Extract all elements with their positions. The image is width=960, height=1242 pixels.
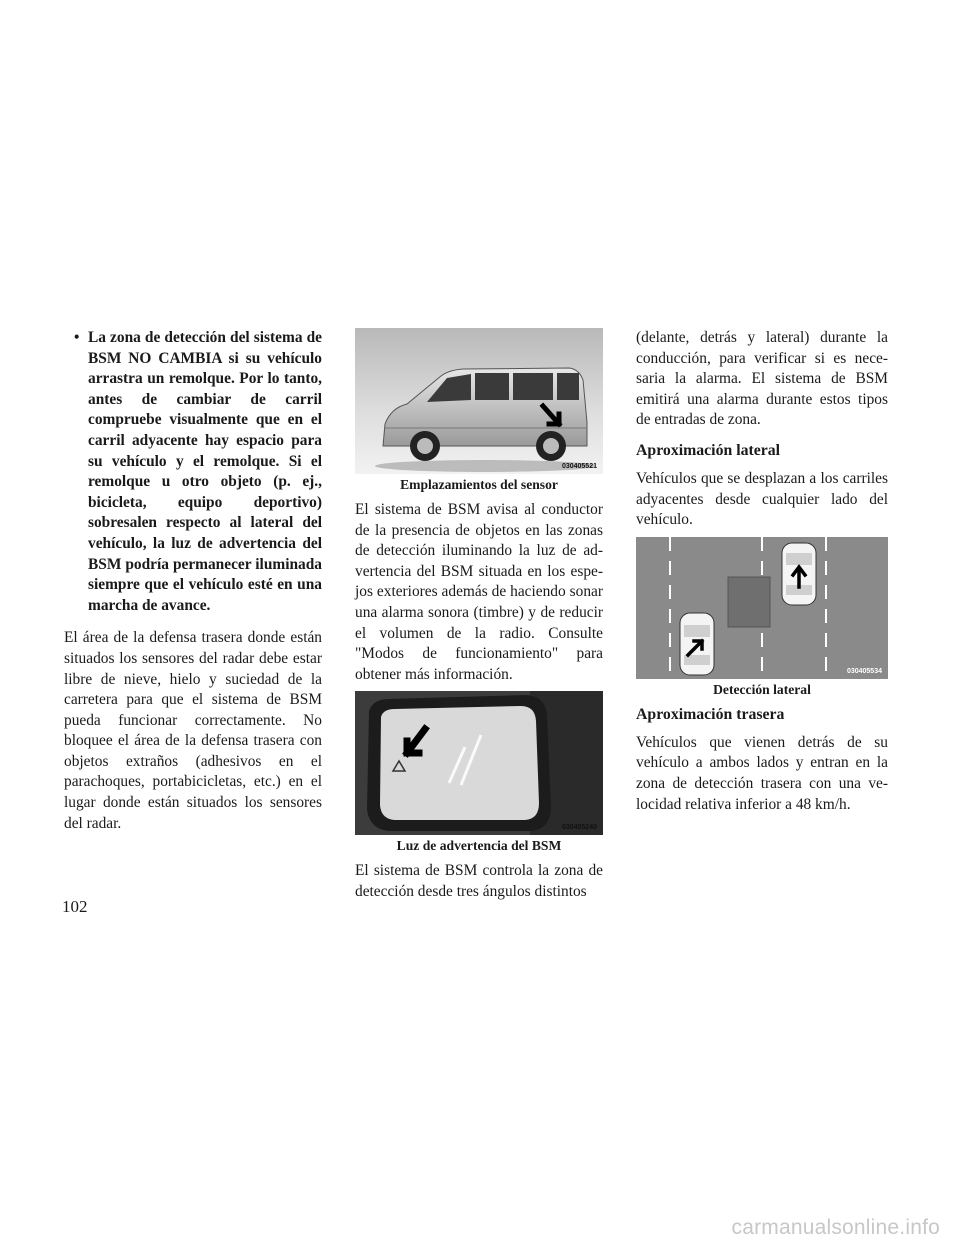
mirror-illustration xyxy=(355,691,603,835)
watermark: carmanualsonline.info xyxy=(731,1216,940,1239)
warning-bullet xyxy=(64,328,322,616)
figure-side-detection xyxy=(636,537,888,679)
column-left xyxy=(64,328,322,834)
page-number: 102 xyxy=(62,897,88,916)
lane-detection-diagram xyxy=(636,537,888,679)
paragraph-side-approach: Vehículos que se desplazan a los carriles adyacentes desde cualquier lado del vehículo. xyxy=(636,469,888,529)
caption-side-detection: Detección lateral xyxy=(713,681,811,697)
column-middle xyxy=(355,328,603,903)
caption-sensor-locations: Emplazamientos del sensor xyxy=(400,477,558,492)
warning-text: La zona de detección del sistema de BSM NO CAMBIA si su vehículo arrastra un remolque. Por lo tanto, antes de cambiar de carril compruebe visualmente que en el carril adyacente hay espacio para su vehículo y el remolque. Si el remolque u otro objeto (p. ej., bicicleta, equipo deportivo) sobresalen respecto al lateral del vehículo, la luz de advertencia del BSM podría permanecer iluminada siempre que el vehículo esté en una marcha de avance. xyxy=(88,329,322,614)
minivan-illustration xyxy=(355,328,603,474)
figure-bsm-warning-light xyxy=(355,691,603,835)
heading-side-approach: Aproximación lateral xyxy=(636,441,781,459)
caption-bsm-warning-light: Luz de advertencia del BSM xyxy=(396,838,562,854)
paragraph-rear-approach: Vehículos que vienen detrás de su vehículo a ambos lados y entran en la zona de detección trasera con una velocidad relativa inferior a 48 km/h. xyxy=(636,733,888,813)
paragraph-alarm: (delante, detrás y lateral) durante la conducción, para verificar si es necesaria la alarma. El sistema de BSM emitirá una alarma durante estos tipos de entradas de zona. xyxy=(636,329,888,429)
figure-code: 030405521 xyxy=(561,463,597,470)
figure-sensor-locations xyxy=(355,328,603,474)
paragraph-bumper-sensors: El área de la defensa trasera donde están situados los sensores del radar debe estar libre de nieve, hielo y suciedad de la carretera para que el sistema de BSM pueda funcionar correctamente. No bloquee el área de la defensa trasera con objetos extraños (adhesivos en el parachoques, portabicicletas, etc.) en el lugar donde están situados los sensores del radar. xyxy=(64,629,322,832)
heading-rear-approach: Aproximación trasera xyxy=(636,705,785,723)
paragraph-bsm-warns: El sistema de BSM avisa al conductor de la presencia de objetos en las zonas de detección iluminando la luz de advertencia del BSM situada en los espejos exteriores además de haciendo sonar una alarma sonora (timbre) y de reducir el volumen de la radio. Consulte "Modos de funcionamiento" para obtener más información. xyxy=(355,501,603,683)
paragraph-bsm-monitors: El sistema de BSM controla la zona de detección desde tres ángulos distintos xyxy=(355,862,603,900)
figure-code: 030405240 xyxy=(561,824,597,832)
column-right xyxy=(636,328,888,815)
figure-code: 030405534 xyxy=(846,667,882,675)
bullet-icon: • xyxy=(74,329,80,346)
